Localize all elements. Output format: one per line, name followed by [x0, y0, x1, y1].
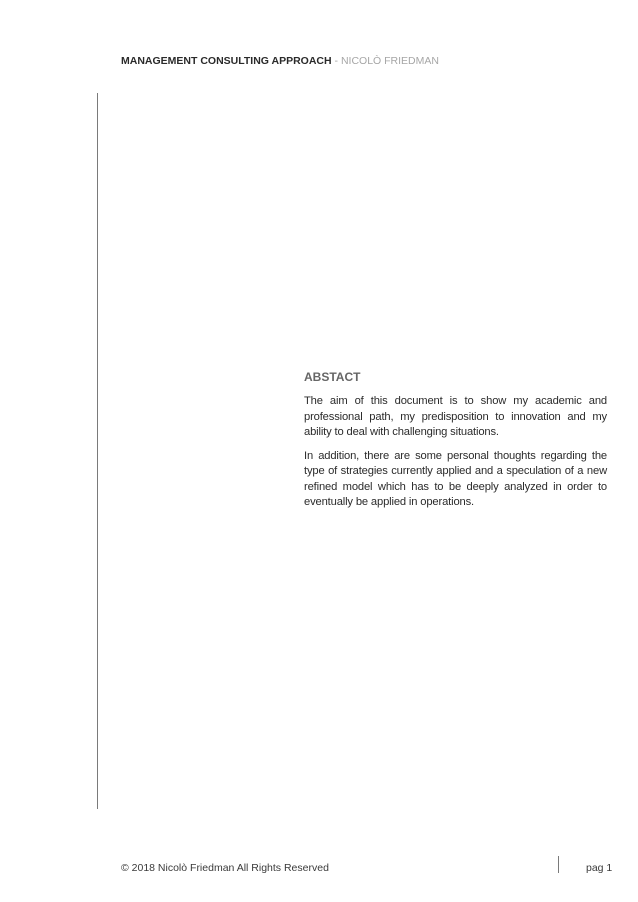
abstract-paragraph-2: In addition, there are some personal thoughts regarding the type of strategies currently applied and a speculation of a new refined model which has to be deeply analyzed in order to eventually be applied in operations. [304, 449, 607, 508]
left-margin-rule [97, 93, 98, 809]
header-separator: - [331, 55, 341, 67]
page-number: pag 1 [586, 862, 613, 874]
document-title: MANAGEMENT CONSULTING APPROACH [121, 55, 332, 67]
abstract-section [304, 370, 607, 519]
abstract-heading: ABSTACT [304, 370, 361, 384]
footer-copyright: © 2018 Nicolò Friedman All Rights Reserved [121, 862, 329, 874]
page-header [121, 55, 439, 67]
author-name: NICOLÒ FRIEDMAN [340, 55, 439, 67]
abstract-paragraph-1: The aim of this document is to show my academic and professional path, my predisposition to innovation and my ability to deal with challenging situations. [304, 395, 607, 438]
footer-divider [558, 856, 559, 873]
